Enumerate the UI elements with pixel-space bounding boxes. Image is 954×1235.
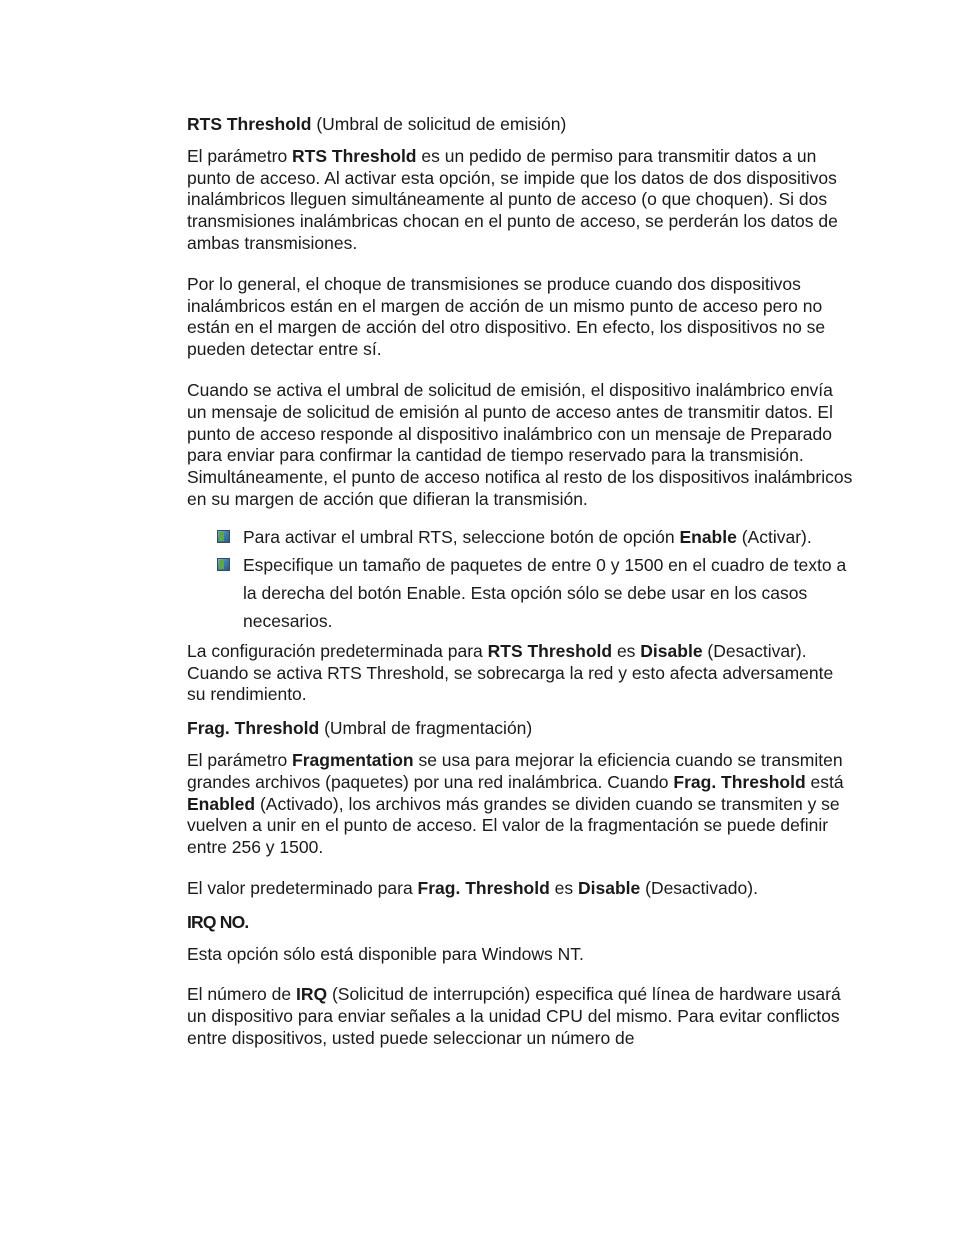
rts-paragraph-4 (187, 641, 855, 706)
rts-threshold-heading (187, 114, 855, 136)
heading-rest: (Umbral de fragmentación) (319, 718, 533, 739)
text-run: (Activado), los archivos más grandes se dividen cuando se transmiten y se vuelven a unir en el punto de acceso. El valor de la fragmentación se puede definir entre 256 y 1500. (187, 793, 840, 858)
bold-run: Enable (679, 526, 737, 547)
list-item (217, 551, 855, 635)
bold-run: RTS Threshold (292, 145, 417, 166)
document-body (187, 114, 855, 1069)
text-run: (Desactivar). Cuando se activa RTS Threshold, se sobrecarga la red y esto afecta adversamente su rendimiento. (187, 640, 834, 705)
rts-paragraph-2: Por lo general, el choque de transmisiones se produce cuando dos dispositivos inalámbricos están en el margen de acción de un mismo punto de acceso pero no están en el margen de acción del otro dispositivo. En efecto, los dispositivos no se pueden detectar entre sí. (187, 273, 826, 360)
heading-bold: Frag. Threshold (187, 718, 320, 739)
bold-run: Frag. Threshold (417, 877, 550, 898)
text-run: es un pedido de permiso para transmitir datos a un punto de acceso. Al activar esta opción, se impide que los datos de dos dispositivos inalámbricos lleguen simultáneamente al punto de acceso (o que choquen). Si dos transmisiones inalámbricas chocan en el punto de acceso, se perderán los datos de ambas transmisiones. (187, 145, 838, 253)
text-run: es (612, 640, 641, 661)
text-run: Especifique un tamaño de paquetes de entre 0 y 1500 en el cuadro de texto a la derecha del botón Enable. Esta opción sólo se debe usar en los casos necesarios. (243, 554, 847, 631)
text-run: La configuración predeterminada para (187, 640, 488, 661)
bold-run: Enabled (187, 793, 256, 814)
rts-bullet-list (187, 523, 855, 635)
text-run: Para activar el umbral RTS, seleccione botón de opción (243, 526, 680, 547)
text-run: es (549, 877, 578, 898)
text-run: (Desactivado). (640, 877, 758, 898)
heading-rest: (Umbral de solicitud de emisión) (311, 114, 567, 134)
bullet-square-icon (217, 530, 230, 543)
text-run: El parámetro (187, 749, 293, 770)
text-run: (Activar). (736, 526, 812, 547)
rts-paragraph-3: Cuando se activa el umbral de solicitud de emisión, el dispositivo inalámbrico envía un mensaje de solicitud de emisión al punto de acceso antes de transmitir datos. El punto de acceso responde al dispositivo inalámbrico con un mensaje de Preparado para enviar para confirmar la cantidad de tiempo reservado para la transmisión. Simultáneamente, el punto de acceso notifica al resto de los dispositivos inalámbricos en su margen de acción que difieran la transmisión. (187, 379, 853, 509)
rts-paragraph-1 (187, 146, 855, 255)
text-run: El número de (187, 984, 296, 1005)
bold-run: Fragmentation (292, 749, 414, 770)
bold-run: IRQ (295, 984, 328, 1005)
bold-run: Frag. Threshold (673, 771, 806, 792)
frag-threshold-heading (187, 718, 855, 740)
irq-paragraph-2 (187, 984, 855, 1049)
text-run: El parámetro (187, 145, 293, 166)
text-run: está (805, 771, 844, 792)
frag-paragraph-1 (187, 750, 855, 859)
bold-run: RTS Threshold (487, 640, 613, 661)
bullet-square-icon (217, 558, 230, 571)
irq-heading: IRQ NO. (187, 911, 249, 932)
bold-run: Disable (578, 877, 641, 898)
list-item (217, 523, 855, 551)
heading-bold: RTS Threshold (187, 114, 312, 134)
text-run: El valor predeterminado para (187, 877, 418, 898)
frag-paragraph-2 (187, 878, 855, 900)
text-run: se usa para mejorar la eficiencia cuando se transmiten grandes archivos (paquetes) por una red inalámbrica. Cuando (187, 749, 843, 792)
irq-paragraph-1: Esta opción sólo está disponible para Windows NT. (187, 943, 584, 964)
text-run: (Solicitud de interrupción) especifica qué línea de hardware usará un dispositivo para enviar señales a la unidad CPU del mismo. Para evitar conflictos entre dispositivos, usted puede seleccionar un número de (187, 984, 841, 1048)
bold-run: Disable (640, 640, 703, 661)
